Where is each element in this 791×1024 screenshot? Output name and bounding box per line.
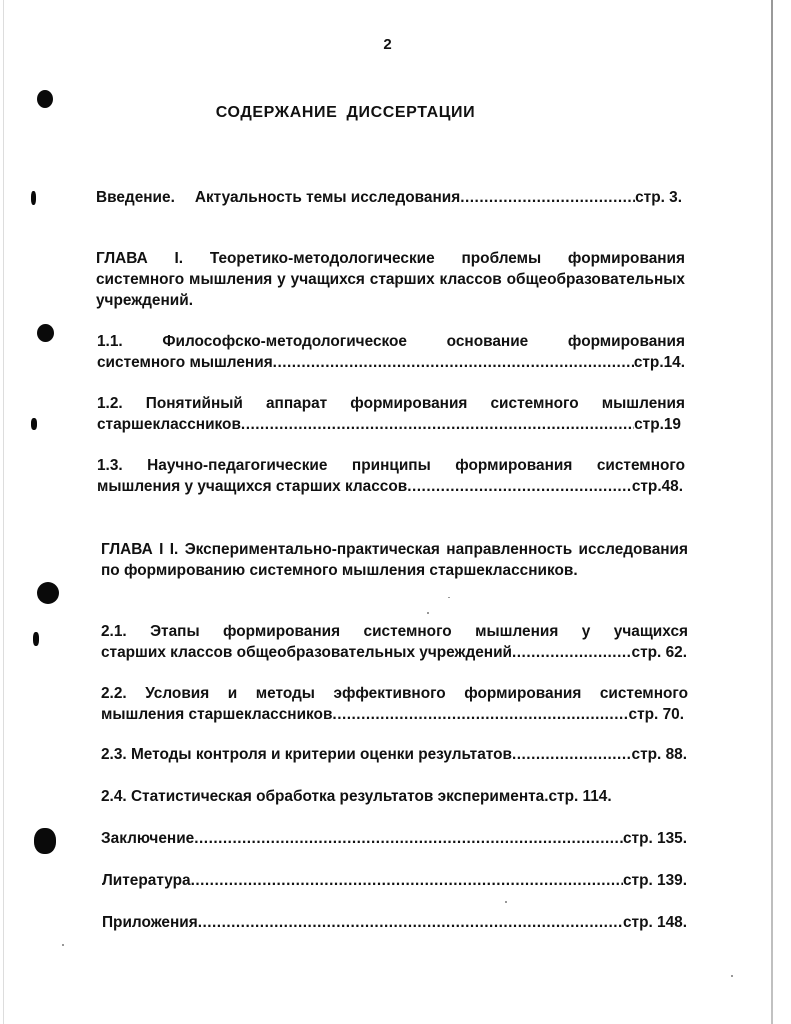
leader-dots [460, 187, 635, 208]
toc-entry-1-3 [97, 455, 685, 497]
toc-entry-line [101, 704, 684, 725]
binder-hole-mark [34, 828, 56, 854]
toc-entry-line [97, 476, 683, 497]
page-title: СОДЕРЖАНИЕ ДИССЕРТАЦИИ [215, 104, 476, 121]
toc-entry-line [101, 642, 687, 663]
toc-entry-page: стр. 70. [628, 706, 684, 723]
toc-entry-lead: 1.1. Философско-методологическое основание формирования [97, 333, 685, 350]
leader-dots [273, 352, 634, 373]
toc-entry-text: 2.3. Методы контроля и критерии оценки результатов [101, 746, 512, 763]
toc-entry-line [97, 352, 685, 373]
toc-entry-lead: 1.2. Понятийный аппарат формирования системного мышления [97, 395, 685, 412]
toc-entry-text: старшеклассников [97, 416, 241, 433]
toc-entry-label: Введение. [96, 189, 175, 206]
toc-entry-text: старших классов общеобразовательных учреждений [101, 644, 512, 661]
binder-hole-mark [37, 324, 54, 342]
toc-entry-page: стр. 135. [622, 830, 687, 847]
scan-edge-right [771, 0, 773, 1024]
page-number: 2 [383, 36, 392, 53]
leader-dots [332, 704, 628, 725]
toc-entry-lead: 2.2. Условия и методы эффективного формирования системного [101, 685, 688, 702]
scan-speck [731, 975, 733, 977]
toc-entry-1-1 [97, 331, 685, 373]
chapter-1-heading: ГЛАВА I. Теоретико-методологические проблемы формирования системного мышления у учащихся старших классов общеобразовательных учреждений. [96, 250, 685, 309]
toc-entry-line [97, 414, 681, 435]
toc-entry-2-2 [101, 683, 688, 725]
toc-entry-2-1 [101, 621, 688, 663]
scan-speck [62, 944, 64, 946]
scan-speck [427, 612, 429, 614]
toc-entry-page: стр.48. [631, 478, 683, 495]
toc-entry-text: Актуальность темы исследования [194, 189, 461, 206]
chapter-2-heading: ГЛАВА I I. Экспериментально-практическая направленность исследования по формированию системного мышления старшеклассников. [101, 541, 688, 579]
toc-entry-2-4 [101, 786, 687, 807]
binder-hole-mark [37, 582, 59, 604]
toc-entry-2-3 [101, 744, 687, 765]
toc-entry-intro [96, 187, 682, 208]
toc-entry-page: стр. 148. [622, 914, 687, 931]
toc-entry-text: Заключение [101, 830, 195, 847]
toc-entry-appendices [102, 912, 687, 933]
toc-entry-lead: 2.1. Этапы формирования системного мышления у учащихся [101, 623, 688, 640]
toc-entry-page: стр. 88. [631, 746, 687, 763]
toc-entry-text: Приложения [102, 914, 198, 931]
toc-entry-page: стр.19 [634, 416, 681, 433]
leader-dots [407, 476, 632, 497]
toc-entry-page: стр.14. [633, 354, 685, 371]
toc-entry-text: мышления старшеклассников [101, 706, 333, 723]
toc-entry-text: системного мышления [97, 354, 273, 371]
toc-entry-text: 2.4. Статистическая обработка результатов эксперимента. [101, 788, 549, 805]
leader-dots [241, 414, 634, 435]
binder-hole-mark [33, 632, 39, 646]
toc-entry-1-2 [97, 393, 685, 435]
toc-entry-page: стр. 62. [631, 644, 687, 661]
leader-dots [191, 870, 623, 891]
toc-entry-literature [102, 870, 687, 891]
toc-entry-lead: 1.3. Научно-педагогические принципы формирования системного [97, 457, 685, 474]
leader-dots [194, 828, 623, 849]
toc-entry-page: стр. 114. [548, 788, 612, 805]
scan-speck [505, 901, 507, 903]
leader-dots [512, 744, 632, 765]
leader-dots [198, 912, 623, 933]
leader-dots [512, 642, 632, 663]
toc-entry-page: стр. 139. [622, 872, 687, 889]
toc-entry-text: Литература [102, 872, 191, 889]
scan-edge-left [3, 0, 4, 1024]
toc-entry-text: мышления у учащихся старших классов [97, 478, 408, 495]
toc-entry-conclusion [101, 828, 687, 849]
binder-hole-mark [31, 191, 36, 205]
toc-entry-page: стр. 3. [635, 189, 682, 206]
scan-speck [448, 597, 450, 598]
binder-hole-mark [31, 418, 37, 430]
